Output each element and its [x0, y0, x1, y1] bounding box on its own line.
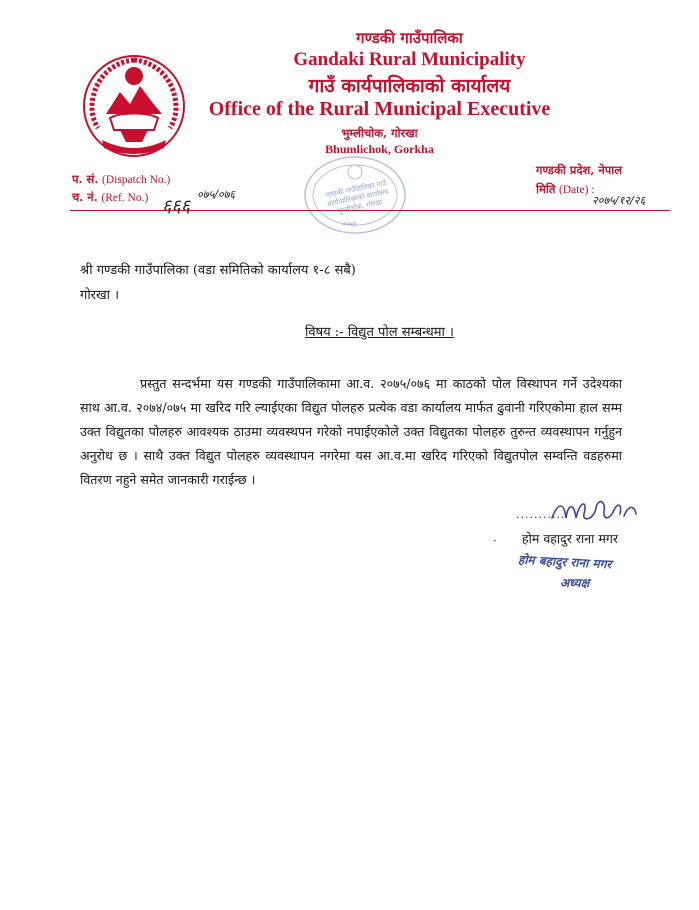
- municipality-name-nepali: गण्डकी गाउँपालिका: [356, 29, 463, 47]
- ref-number-year: ०७५/०७६: [197, 188, 236, 201]
- ref-label-english: (Ref. No.): [101, 192, 149, 204]
- office-name-nepali: गाउँ कार्यपालिकाको कार्यालय: [308, 75, 511, 97]
- office-name-english: Office of the Rural Municipal Executive: [208, 98, 551, 120]
- office-stamp-year: २०७३: [342, 220, 357, 228]
- addressee-line-2: गोरखा ।: [80, 288, 120, 303]
- date-label-english: (Date) :: [559, 184, 595, 196]
- location-english: Bhumlichok, Gorkha: [325, 142, 434, 156]
- ref-number-value: ६६६: [162, 196, 191, 217]
- ref-number-label: [72, 190, 148, 205]
- signature-marker: ·: [493, 534, 497, 548]
- municipality-name-english: Gandaki Rural Municipality: [293, 49, 526, 70]
- dispatch-label-nepali: प. सं.: [72, 172, 99, 186]
- dispatch-number-label: [72, 172, 170, 187]
- addressee-line-1: श्री गण्डकी गाउँपालिका (वडा समितिको कार्यालय १-८ सबै): [80, 263, 356, 278]
- date-label: [536, 182, 595, 197]
- subject-text: विषय :- विद्युत पोल सम्बन्धमा ।: [305, 325, 454, 340]
- office-stamp-text: गण्डकी गाउँपालिका गाउँ कार्यपालिकाको कार्यालय भुम्लीचोक, गोरखा: [325, 178, 390, 216]
- dispatch-label-english: (Dispatch No.): [101, 174, 171, 186]
- signatory-name: होम वहादुर राना मगर: [522, 531, 618, 546]
- letterhead-divider: [70, 210, 670, 211]
- signature-dots: ...........: [516, 508, 566, 521]
- signatory-stamp-title: अध्यक्ष: [560, 576, 590, 590]
- date-label-nepali: मिति: [536, 182, 556, 196]
- province-label: गण्डकी प्रदेश, नेपाल: [536, 163, 623, 177]
- location-nepali: भुम्लीचोक, गोरखा: [341, 126, 418, 140]
- subject-line: [0, 321, 699, 340]
- letter-body: प्रस्तुत सन्दर्भमा यस गण्डकी गाउँपालिकामा आ.व. २०७५/०७६ मा काठको पोल विस्थापन गर्ने उदेश्यका साथ आ.व. २०७४/०७५ मा खरिद गरि ल्याईएका विद्युत पोलहरु प्रत्येक वडा कार्यालय मार्फत ढुवानी गरिएकोमा हाल सम्म उक्त विद्युतका पोलहरु आवश्यक ठाउमा व्यवस्थपन गरेको नपाईएकोले उक्त विद्युतका पोलहरु तुरुन्त व्यवस्थापन गर्नुहुन अनुरोध छ । साथै उक्त विद्युत पोलहरु व्यवस्थापन नगरेमा यस आ.व.मा खरिद गरिएको विद्युतपोल सम्वन्ति वडहरुमा वितरण नहुने समेत जानकारी गराईन्छ ।: [80, 376, 622, 487]
- ref-label-nepali: च. नं.: [72, 190, 98, 204]
- signatory-stamp-name: होम बहादुर राना मगर: [517, 552, 612, 572]
- date-value: २०७५/१२/२६: [592, 194, 646, 207]
